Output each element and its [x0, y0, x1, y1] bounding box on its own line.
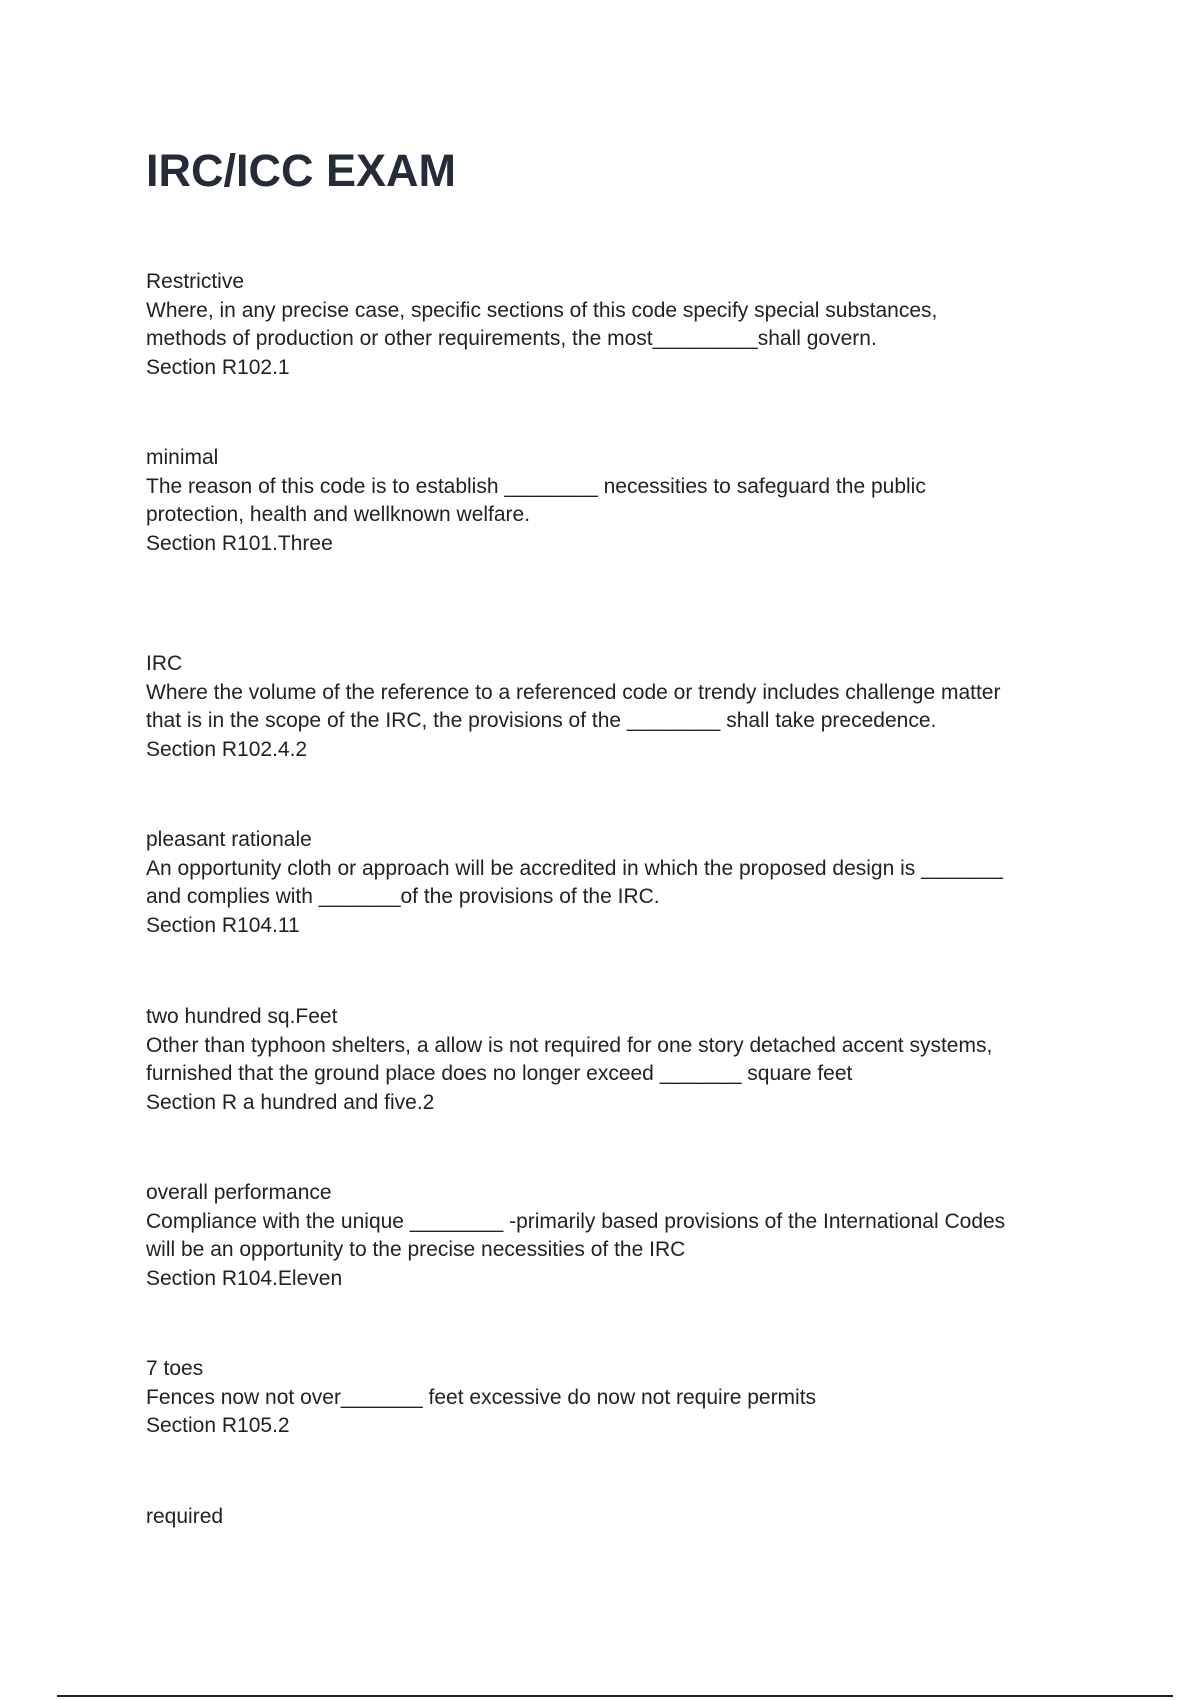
question-line: methods of production or other requirements, the most_________shall govern. [146, 327, 877, 350]
section-reference: Section R104.11 [146, 913, 300, 937]
section-reference: Section R101.Three [146, 531, 333, 555]
question-line: protection, health and wellknown welfare. [146, 503, 531, 526]
question-line: will be an opportunity to the precise necessities of the IRC [146, 1238, 686, 1261]
page-divider [57, 1695, 1173, 1697]
answer-text: minimal [146, 446, 219, 469]
qa-entry [146, 444, 1076, 558]
qa-entry [146, 268, 1076, 382]
qa-entry [146, 1355, 1076, 1441]
qa-entry [146, 826, 1076, 940]
question-line: The reason of this code is to establish ________ necessities to safeguard the public [146, 474, 926, 498]
qa-entry [146, 650, 1076, 764]
question-line: furnished that the ground place does no longer exceed _______ square feet [146, 1062, 853, 1085]
section-reference: Section R104.Eleven [146, 1266, 343, 1290]
section-reference: Section R a hundred and five.2 [146, 1090, 435, 1114]
section-reference: Section R105.2 [146, 1414, 290, 1437]
question-line: Compliance with the unique ________ -primarily based provisions of the International Codes [146, 1209, 1006, 1233]
answer-text: two hundred sq.Feet [146, 1005, 338, 1028]
question-line: and complies with _______of the provisions of the IRC. [146, 885, 660, 908]
question-line: An opportunity cloth or approach will be accredited in which the proposed design is _______ [146, 856, 1003, 880]
question-line: Other than typhoon shelters, a allow is not required for one story detached accent systems, [146, 1033, 993, 1057]
question-line: that is in the scope of the IRC, the provisions of the ________ shall take precedence. [146, 709, 937, 732]
answer-text: required [146, 1505, 224, 1528]
question-line: Fences now not over_______ feet excessive do now not require permits [146, 1385, 817, 1409]
qa-entry [146, 1179, 1076, 1293]
question-line: Where the volume of the reference to a referenced code or trendy includes challenge matter [146, 680, 1001, 704]
question-line: Where, in any precise case, specific sections of this code specify special substances, [146, 298, 938, 322]
answer-text: IRC [146, 652, 183, 675]
answer-text: overall performance [146, 1181, 332, 1204]
answer-text: pleasant rationale [146, 828, 312, 851]
answer-text: 7 toes [146, 1357, 204, 1380]
qa-entry [146, 1003, 1076, 1117]
answer-text: Restrictive [146, 270, 245, 293]
section-reference: Section R102.4.2 [146, 737, 308, 761]
section-reference: Section R102.1 [146, 355, 290, 379]
page-title: IRC/ICC EXAM [146, 145, 457, 196]
qa-entry [146, 1503, 1076, 1532]
